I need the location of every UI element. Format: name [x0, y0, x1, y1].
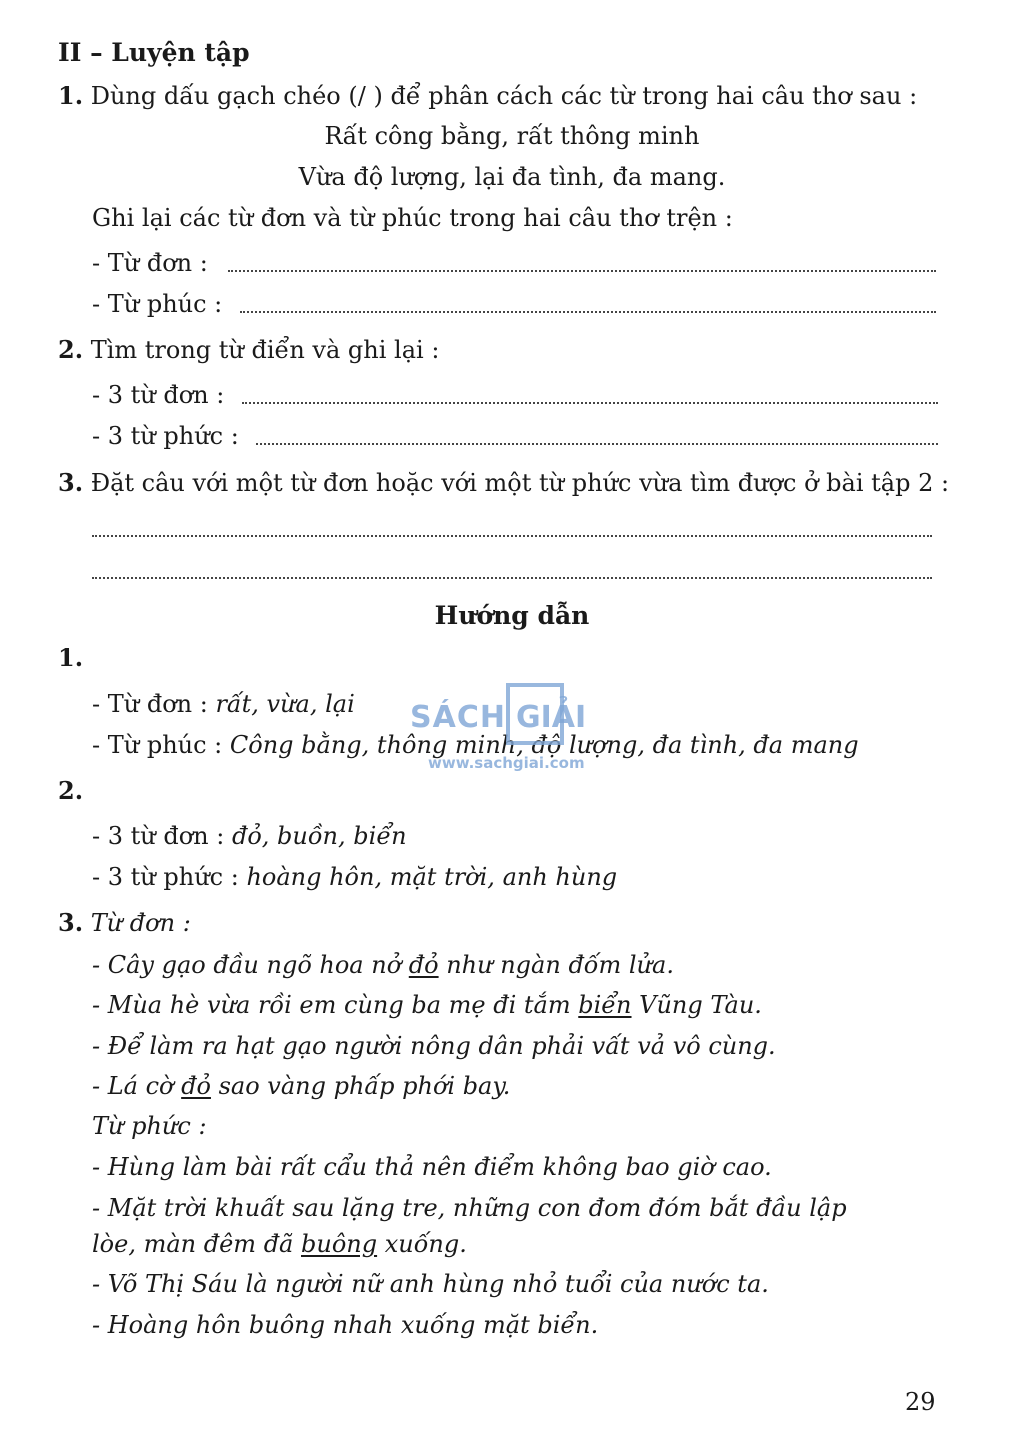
- phuc-sentence-2-underlined-word: buông: [301, 1230, 378, 1258]
- phuc-sentence-2-part-a: lòe, màn đêm đã: [92, 1230, 301, 1258]
- page-number: 29: [905, 1388, 936, 1416]
- example-sentence-3: - Để làm ra hạt gạo người nông dân phải vất vả vô cùng.: [92, 1032, 776, 1060]
- 3-tu-don-answer-line[interactable]: [242, 402, 938, 404]
- watermark-url: www.sachgiai.com: [428, 754, 585, 772]
- answer-1-number: 1.: [58, 643, 84, 672]
- exercise-1-text: Dùng dấu gạch chéo (/ ) để phân cách các từ trong hai câu thơ sau :: [90, 82, 918, 110]
- phuc-sentence-2-part-b: xuống.: [377, 1230, 467, 1258]
- exercise-2-text: Tìm trong từ điển và ghi lại :: [90, 336, 440, 364]
- 3-tu-phuc-label: - 3 từ phức :: [92, 422, 239, 450]
- tu-don-label: - Từ đơn :: [92, 249, 208, 277]
- tu-phuc-answer-line[interactable]: [240, 311, 936, 313]
- answer-3-number: 3.: [58, 908, 84, 937]
- answer-1-tu-don: [92, 688, 355, 720]
- answer-1-tu-don-label: - Từ đơn :: [92, 690, 216, 718]
- exercise-3-text: Đặt câu với một từ đơn hoặc với một từ phức vừa tìm được ở bài tập 2 :: [90, 469, 950, 497]
- watermark-brand-box: GIẢI: [516, 700, 587, 735]
- answer-3-heading: [58, 907, 191, 939]
- exercise-2-number: 2.: [58, 335, 84, 364]
- sentence-4-part-a: - Lá cờ: [92, 1072, 182, 1100]
- watermark-logo: [410, 678, 615, 778]
- answer-1-tu-don-value: rất, vừa, lại: [215, 690, 355, 718]
- exercise-1-number: 1.: [58, 81, 84, 110]
- answer-2-tu-phuc: [92, 861, 617, 893]
- poem-line-1: Rất công bằng, rất thông minh: [324, 122, 700, 150]
- example-sentence-1: [92, 949, 674, 981]
- sentence-2-underlined-word: biển: [578, 991, 632, 1019]
- 3-tu-don-label: - 3 từ đơn :: [92, 381, 225, 409]
- tu-don-heading: Từ đơn :: [90, 909, 191, 937]
- sentence-2-part-a: - Mùa hè vừa rồi em cùng ba mẹ đi tắm: [92, 991, 579, 1019]
- sentence-2-part-b: Vũng Tàu.: [631, 991, 762, 1019]
- sentence-1-underlined-word: đỏ: [408, 951, 439, 979]
- exercise-2-prompt: [58, 334, 439, 366]
- answer-2-tu-don: [92, 820, 407, 852]
- answer-2-tu-phuc-value: hoàng hôn, mặt trời, anh hùng: [246, 863, 618, 891]
- 3-tu-phuc-answer-line[interactable]: [256, 443, 938, 445]
- sentence-4-underlined-word: đỏ: [181, 1072, 211, 1100]
- exercise-3-answer-line-1[interactable]: [92, 535, 932, 537]
- exercise-1-prompt: [58, 80, 917, 112]
- sentence-1-part-a: - Cây gạo đầu ngõ hoa nở: [92, 951, 409, 979]
- example-sentence-2: [92, 989, 762, 1021]
- phuc-sentence-2-line-1: - Mặt trời khuất sau lặng tre, những con đom đóm bắt đầu lập: [92, 1194, 847, 1222]
- exercise-3-answer-line-2[interactable]: [92, 577, 932, 579]
- sentence-1-part-b: như ngàn đốm lửa.: [438, 951, 674, 979]
- answer-2-tu-don-label: - 3 từ đơn :: [92, 822, 232, 850]
- section-title: II – Luyện tập: [58, 38, 250, 67]
- answer-1-tu-phuc-label: - Từ phúc :: [92, 731, 230, 759]
- guide-title: Hướng dẫn: [434, 601, 590, 630]
- tu-phuc-label: - Từ phúc :: [92, 290, 223, 318]
- phuc-sentence-1: - Hùng làm bài rất cẩu thả nên điểm không bao giờ cao.: [92, 1153, 772, 1181]
- sentence-4-part-b: sao vàng phấp phới bay.: [210, 1072, 511, 1100]
- answer-1-tu-phuc-value: Công bằng, thông minh, độ lượng, đa tình, đa mang: [229, 731, 859, 759]
- exercise-3-number: 3.: [58, 468, 84, 497]
- tu-phuc-heading: Từ phức :: [92, 1112, 207, 1140]
- exercise-1-instruction: Ghi lại các từ đơn và từ phúc trong hai câu thơ trện :: [92, 204, 733, 232]
- tu-don-answer-line[interactable]: [228, 270, 936, 272]
- answer-2-tu-phuc-label: - 3 từ phức :: [92, 863, 247, 891]
- phuc-sentence-2-line-2: [92, 1228, 467, 1260]
- answer-2-number: 2.: [58, 776, 84, 805]
- phuc-sentence-3: - Võ Thị Sáu là người nữ anh hùng nhỏ tuổi của nước ta.: [92, 1270, 769, 1298]
- watermark-brand-left: SÁCH: [410, 700, 506, 735]
- answer-2-tu-don-value: đỏ, buồn, biển: [231, 822, 407, 850]
- example-sentence-4: [92, 1070, 510, 1102]
- exercise-3-prompt: [58, 467, 949, 499]
- poem-line-2: Vừa độ lượng, lại đa tình, đa mang.: [298, 163, 726, 191]
- phuc-sentence-4: - Hoàng hôn buông nhah xuống mặt biển.: [92, 1311, 599, 1339]
